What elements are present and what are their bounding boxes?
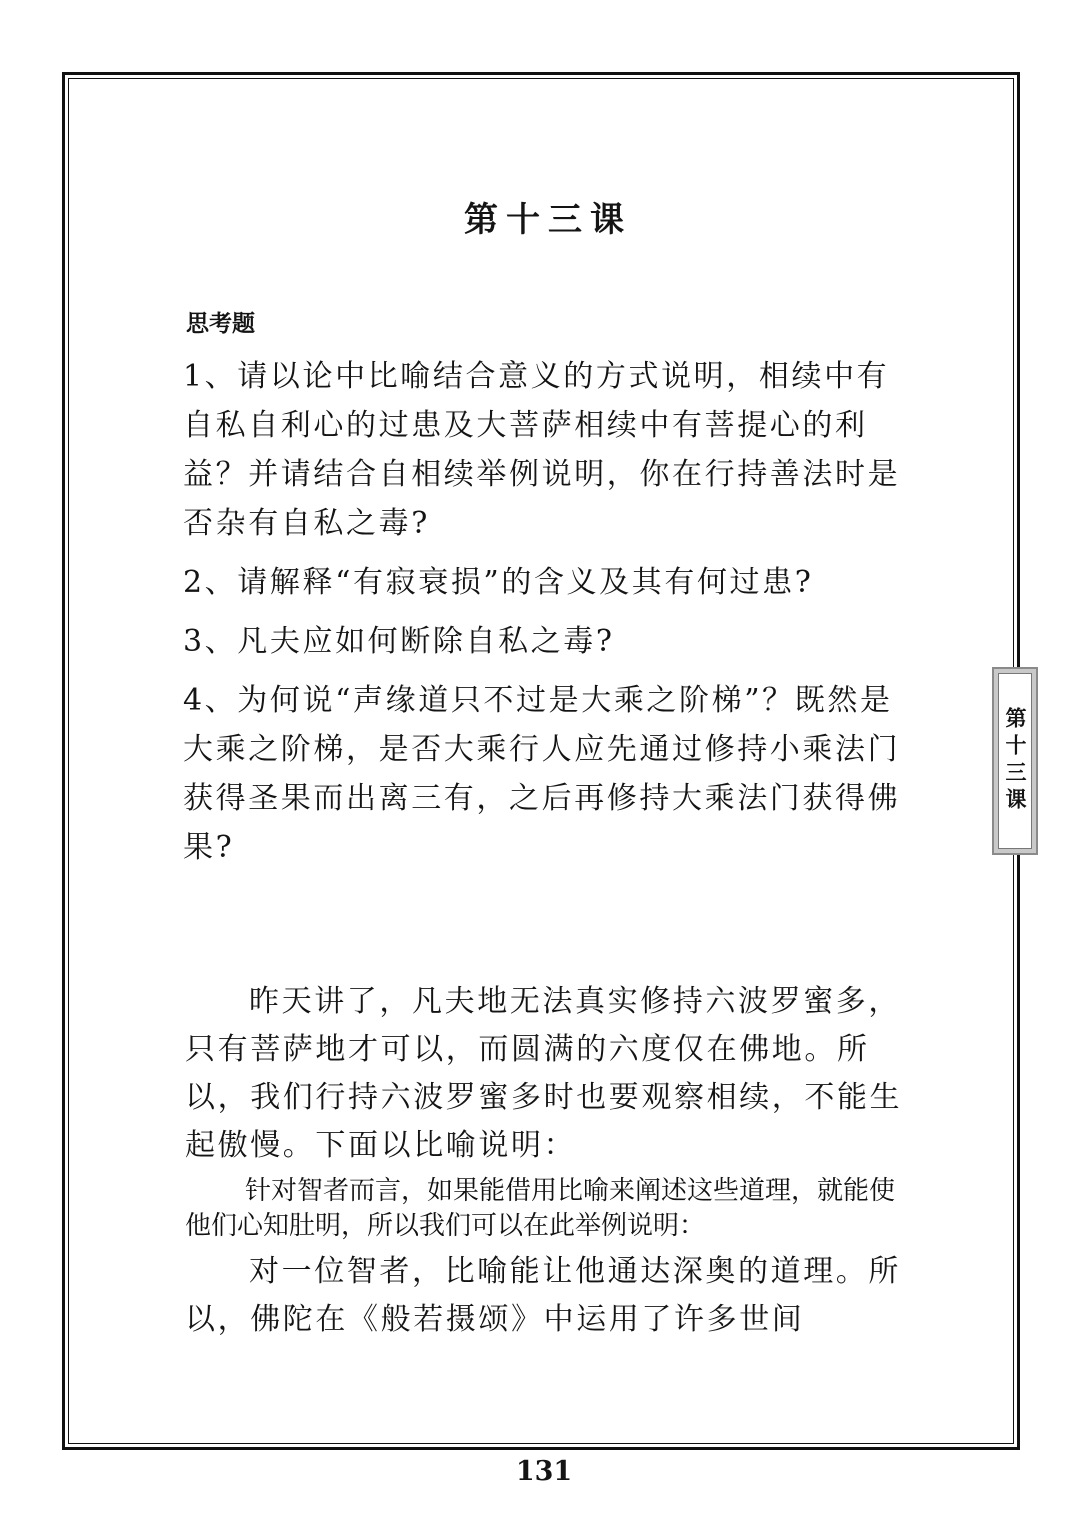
gloss-paragraph: 针对智者而言，如果能借用比喻来阐述这些道理，就能使他们心知肚明，所以我们可以在此举例说明： <box>185 1176 896 1241</box>
page-number: 131 <box>515 1456 573 1487</box>
chapter-side-tab <box>992 667 1038 855</box>
question-item: 1、请以论中比喻结合意义的方式说明，相续中有自私自利心的过患及大菩萨相续中有菩提心的利益？并请结合自相续举例说明，你在行持善法时是否杂有自私之毒? <box>183 359 901 541</box>
body-paragraph: 昨天讲了，凡夫地无法真实修持六波罗蜜多，只有菩萨地才可以，而圆满的六度仅在佛地。所以，我们行持六波罗蜜多时也要观察相续，不能生起傲慢。下面以比喻说明： <box>185 984 903 1163</box>
body-text <box>185 978 915 1344</box>
body-paragraph: 对一位智者，比喻能让他通达深奥的道理。所以，佛陀在《般若摄颂》中运用了许多世间 <box>185 1254 901 1337</box>
question-item: 3、凡夫应如何断除自私之毒? <box>183 624 615 659</box>
section-heading: 思考题 <box>186 310 255 337</box>
question-item: 2、请解释“有寂衰损”的含义及其有何过患? <box>183 565 814 600</box>
question-list <box>183 352 913 882</box>
chapter-side-tab-label: 第十三课 <box>1003 707 1028 815</box>
question-item: 4、为何说“声缘道只不过是大乘之阶梯”？既然是大乘之阶梯，是否大乘行人应先通过修持小乘法门获得圣果而出离三有，之后再修持大乘法门获得佛果? <box>183 683 901 865</box>
lesson-title: 第十三课 <box>464 200 632 240</box>
chapter-side-tab-inner <box>998 673 1032 849</box>
